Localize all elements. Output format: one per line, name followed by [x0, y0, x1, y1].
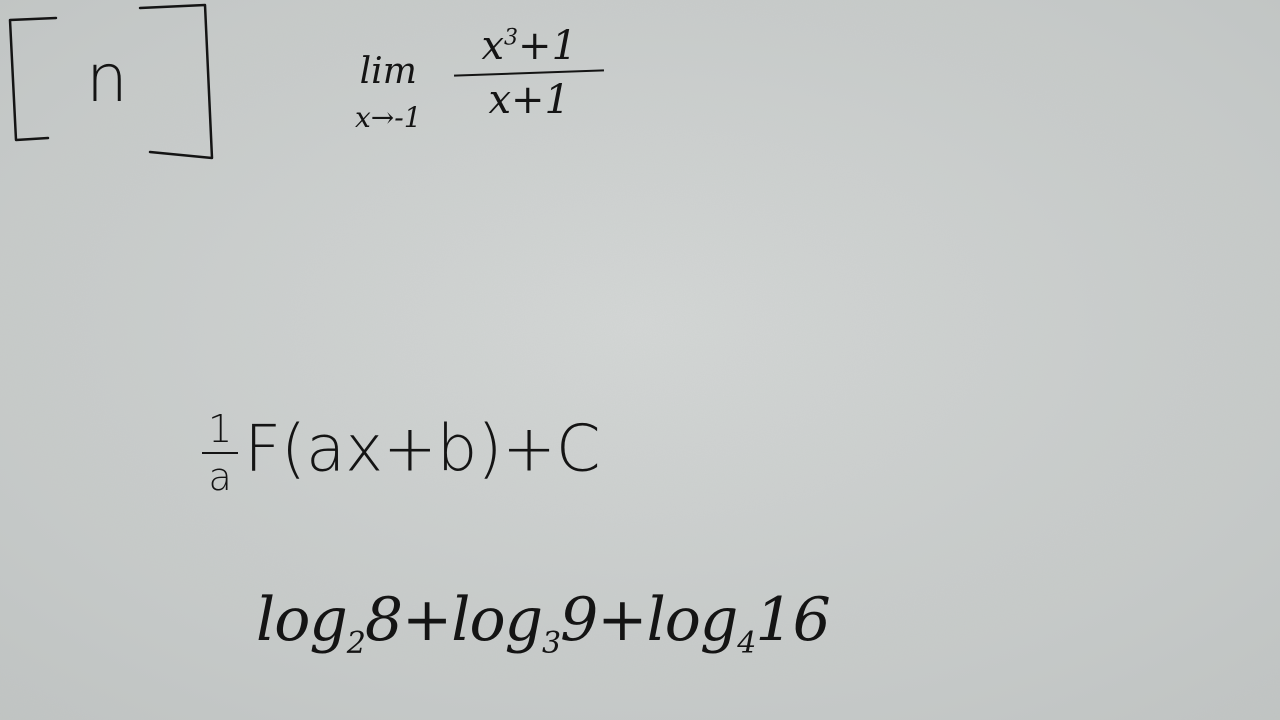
coefficient-fraction — [202, 407, 238, 499]
bracket-n — [0, 0, 220, 165]
exponent: 3 — [504, 25, 519, 51]
log-term-1: $\log_28$ — [256, 585, 403, 661]
bracket-content: n — [86, 40, 128, 117]
lim-label: lim — [359, 51, 417, 92]
fraction-bar — [202, 452, 238, 454]
log-sum-formula — [256, 585, 830, 661]
limit-fraction — [454, 23, 604, 123]
coef-denominator: a — [208, 455, 232, 499]
lim-approach: x→-1 — [355, 101, 422, 134]
limit-operator — [355, 51, 422, 134]
log-term-2: $+\log_39$ — [402, 585, 598, 661]
fraction-bar — [454, 69, 604, 76]
antiderivative-formula — [202, 407, 601, 499]
antiderivative-expression: F(ax+b)+C — [244, 412, 601, 487]
limit-denominator: x+1 — [488, 77, 571, 123]
limit-formula — [355, 14, 604, 132]
log-term-3: $+\log_416$ — [597, 585, 830, 661]
coef-numerator: 1 — [208, 407, 233, 451]
limit-numerator: $x^3+1$ — [481, 23, 578, 69]
